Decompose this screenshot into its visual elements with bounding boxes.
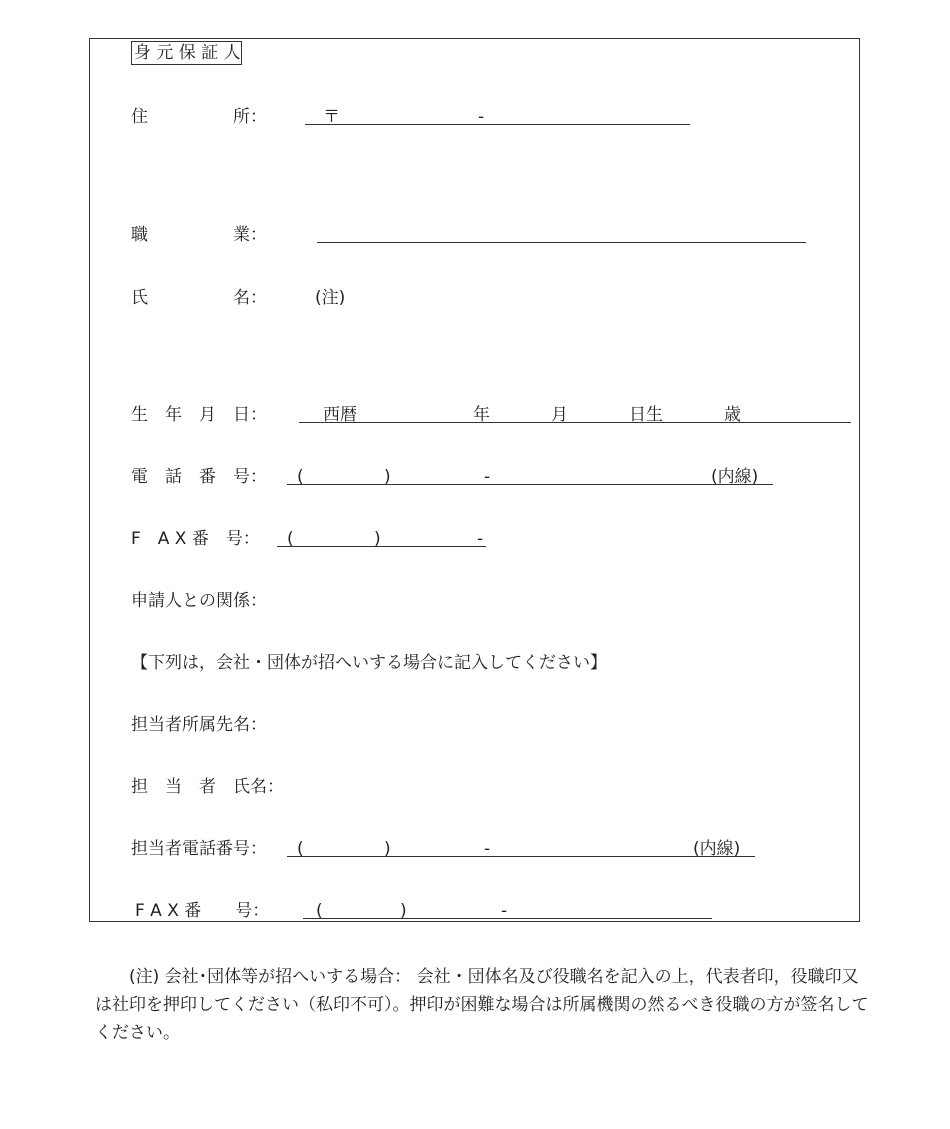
address-field[interactable] <box>305 124 690 125</box>
birth-month: 月 <box>551 405 568 425</box>
staff-phone-close-paren: ) <box>384 839 391 859</box>
staff-phone-dash: - <box>484 839 491 859</box>
phone-dash: - <box>484 467 491 487</box>
staff-fax-label: F A X 番 号： <box>135 901 270 921</box>
birth-day: 日生 <box>629 405 663 425</box>
phone-open-paren: ( <box>297 467 304 487</box>
staff-phone-open-paren: ( <box>297 839 304 859</box>
fax-field[interactable] <box>277 546 486 547</box>
address-label: 住 所： <box>131 107 267 127</box>
occupation-label: 職 業： <box>131 225 267 245</box>
relation-label: 申請人との関係： <box>131 591 267 611</box>
staff-phone-extension: (内線) <box>693 839 741 859</box>
birth-year: 年 <box>473 405 490 425</box>
birth-label: 生 年 月 日： <box>131 405 267 425</box>
name-label: 氏 名： <box>131 288 267 308</box>
staff-fax-open-paren: ( <box>316 901 323 921</box>
section-title-box <box>131 41 242 65</box>
fax-dash: - <box>477 529 484 549</box>
footnote: (注) 会社･団体等が招へいする場合： 会社・団体名及び役職名を記入の上，代表者印，役職印又は社印を押印してください（私印不可）。押印が困難な場合は所属機関の然るべき役職の方が签名してください。 <box>95 967 869 1043</box>
company-note: 【下列は，会社・団体が招へいする場合に記入してください】 <box>131 653 607 673</box>
phone-field[interactable] <box>287 484 773 485</box>
staff-phone-label: 担当者電話番号： <box>131 839 267 859</box>
section-title: 身 元 保 証 人 <box>134 43 241 63</box>
staff-fax-close-paren: ) <box>400 901 407 921</box>
staff-fax-dash: - <box>501 901 508 921</box>
fax-close-paren: ) <box>374 529 381 549</box>
postal-mark: 〒 <box>323 107 340 127</box>
staff-phone-field[interactable] <box>287 856 755 857</box>
address-dash: - <box>478 107 485 127</box>
fax-open-paren: ( <box>287 529 294 549</box>
phone-label: 電 話 番 号： <box>131 467 267 487</box>
occupation-field[interactable] <box>317 242 806 243</box>
staff-fax-field[interactable] <box>303 918 712 919</box>
name-note-mark: (注) <box>315 288 346 308</box>
staff-name-label: 担 当 者 氏名： <box>131 777 284 797</box>
birth-era: 西暦 <box>323 405 357 425</box>
phone-extension: (内線) <box>711 467 759 487</box>
fax-label: F A X 番 号： <box>131 529 260 549</box>
birth-field[interactable] <box>299 422 851 423</box>
phone-close-paren: ) <box>384 467 391 487</box>
staff-dept-label: 担当者所属先名： <box>131 715 267 735</box>
birth-age: 歳 <box>724 405 741 425</box>
